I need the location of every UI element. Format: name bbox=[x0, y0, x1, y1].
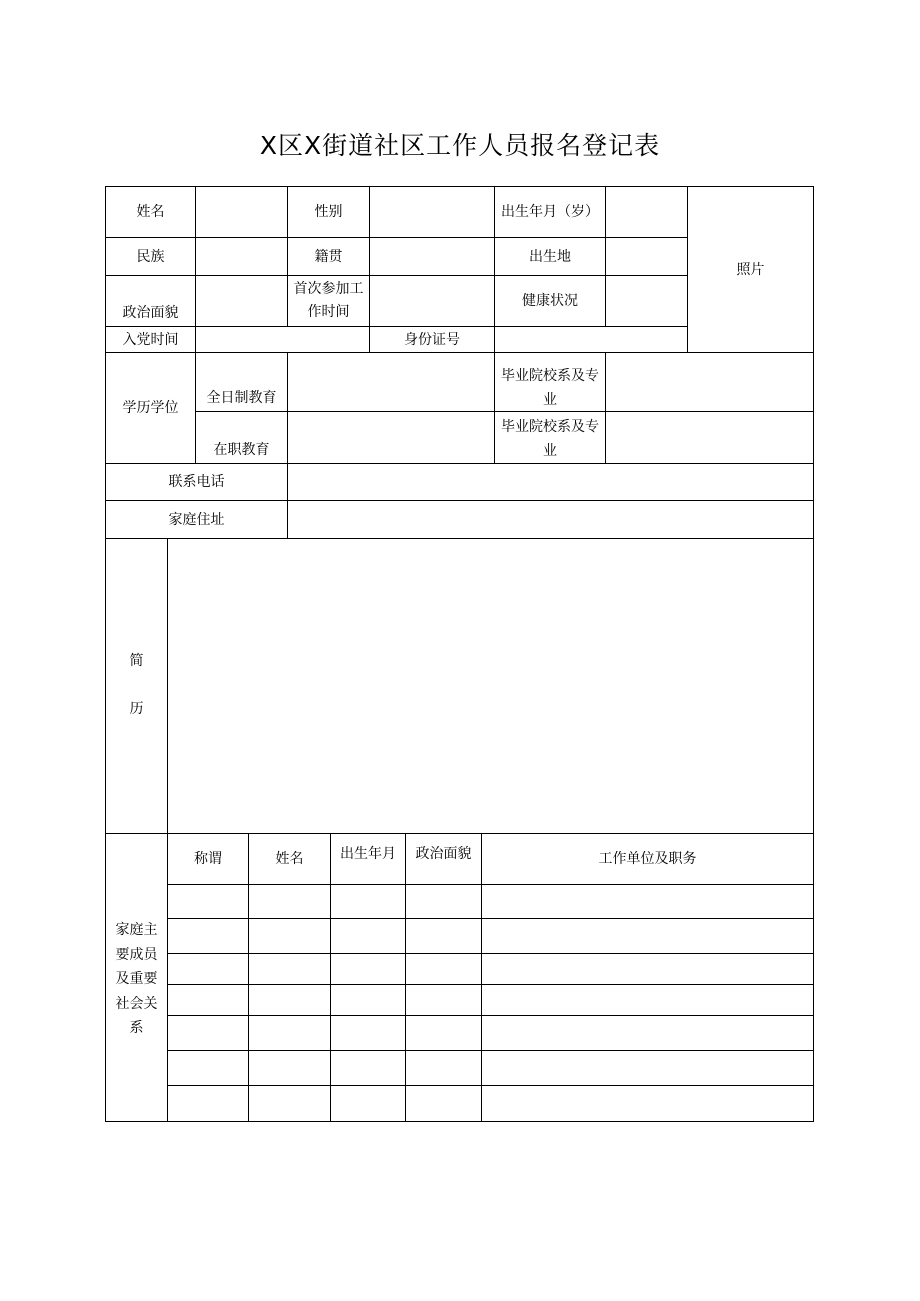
family-label-line: 及重要 bbox=[115, 971, 158, 987]
family-cell-birth[interactable] bbox=[331, 954, 405, 984]
label-full-time-school-major bbox=[495, 364, 605, 411]
family-cell-name[interactable] bbox=[249, 885, 330, 918]
political-status-field[interactable] bbox=[196, 276, 287, 326]
ethnicity-field[interactable] bbox=[196, 238, 287, 275]
party-join-time-field[interactable] bbox=[196, 327, 369, 352]
page-title: X区X街道社区工作人员报名登记表 bbox=[259, 131, 661, 160]
family-cell-political[interactable] bbox=[406, 919, 481, 953]
phone-field[interactable] bbox=[288, 464, 813, 500]
label-first-work-time bbox=[288, 278, 369, 326]
label-resume-char2: 历 bbox=[129, 701, 144, 717]
label-first-work-time-line2: 作时间 bbox=[307, 304, 350, 320]
family-cell-work-unit[interactable] bbox=[482, 885, 813, 918]
family-cell-work-unit[interactable] bbox=[482, 1051, 813, 1085]
family-cell-name[interactable] bbox=[249, 1051, 330, 1085]
family-cell-political[interactable] bbox=[406, 1016, 481, 1050]
family-cell-work-unit[interactable] bbox=[482, 919, 813, 953]
label-name: 姓名 bbox=[136, 204, 165, 220]
label-in-service-school-major bbox=[495, 415, 605, 463]
label-party-join-time: 入党时间 bbox=[122, 332, 179, 348]
family-cell-title[interactable] bbox=[168, 1016, 248, 1050]
family-cell-birth[interactable] bbox=[331, 1051, 405, 1085]
family-cell-political[interactable] bbox=[406, 985, 481, 1015]
label-school-major-line1: 毕业院校系及专 bbox=[501, 368, 599, 384]
table-border-bottom bbox=[105, 1121, 814, 1122]
family-cell-birth[interactable] bbox=[331, 919, 405, 953]
resume-field[interactable] bbox=[168, 539, 813, 833]
label-school-major-line1: 毕业院校系及专 bbox=[501, 419, 599, 435]
family-label-line: 社会关 bbox=[115, 995, 158, 1012]
family-cell-birth[interactable] bbox=[331, 1086, 405, 1120]
label-school-major-line2: 业 bbox=[543, 392, 557, 408]
label-political-status: 政治面貌 bbox=[122, 305, 179, 321]
family-cell-name[interactable] bbox=[249, 1086, 330, 1120]
full-time-education-field[interactable] bbox=[288, 353, 494, 411]
family-cell-work-unit[interactable] bbox=[482, 1016, 813, 1050]
label-in-service-education: 在职教育 bbox=[213, 442, 270, 458]
label-phone: 联系电话 bbox=[168, 474, 225, 490]
family-cell-name[interactable] bbox=[249, 985, 330, 1015]
label-first-work-time-line1: 首次参加工 bbox=[293, 281, 364, 297]
family-header-political: 政治面貌 bbox=[415, 846, 472, 862]
family-cell-work-unit[interactable] bbox=[482, 1086, 813, 1120]
gender-field[interactable] bbox=[370, 187, 494, 237]
label-resume bbox=[106, 649, 167, 729]
name-field[interactable] bbox=[196, 187, 287, 237]
family-cell-birth[interactable] bbox=[331, 885, 405, 918]
address-field[interactable] bbox=[288, 501, 813, 538]
family-header-title: 称谓 bbox=[194, 851, 222, 867]
birthplace-field[interactable] bbox=[606, 238, 687, 275]
label-gender: 性别 bbox=[314, 204, 343, 220]
label-family-relations bbox=[106, 918, 167, 1043]
family-cell-work-unit[interactable] bbox=[482, 954, 813, 984]
photo-box[interactable]: 照片 bbox=[736, 261, 765, 278]
label-ethnicity: 民族 bbox=[136, 248, 165, 265]
family-cell-name[interactable] bbox=[249, 954, 330, 984]
label-health: 健康状况 bbox=[522, 293, 578, 309]
family-cell-political[interactable] bbox=[406, 1086, 481, 1120]
family-cell-title[interactable] bbox=[168, 919, 248, 953]
family-cell-political[interactable] bbox=[406, 885, 481, 918]
label-address: 家庭住址 bbox=[168, 511, 225, 528]
family-cell-political[interactable] bbox=[406, 954, 481, 984]
family-cell-birth[interactable] bbox=[331, 1016, 405, 1050]
label-birthplace: 出生地 bbox=[529, 248, 571, 265]
label-birth-age: 出生年月（岁） bbox=[501, 204, 599, 220]
in-service-school-major-field[interactable] bbox=[606, 412, 813, 463]
family-cell-title[interactable] bbox=[168, 954, 248, 984]
label-school-major-line2: 业 bbox=[543, 443, 557, 459]
in-service-education-field[interactable] bbox=[288, 412, 494, 463]
family-cell-name[interactable] bbox=[249, 1016, 330, 1050]
family-cell-title[interactable] bbox=[168, 885, 248, 918]
table-border-right bbox=[813, 186, 814, 1122]
family-cell-title[interactable] bbox=[168, 1051, 248, 1085]
family-cell-birth[interactable] bbox=[331, 985, 405, 1015]
family-cell-work-unit[interactable] bbox=[482, 985, 813, 1015]
label-native-place: 籍贯 bbox=[314, 248, 343, 265]
health-field[interactable] bbox=[606, 276, 687, 326]
label-id-number: 身份证号 bbox=[404, 332, 460, 348]
family-cell-title[interactable] bbox=[168, 1086, 248, 1120]
family-cell-title[interactable] bbox=[168, 985, 248, 1015]
id-number-field[interactable] bbox=[495, 327, 687, 352]
family-header-name: 姓名 bbox=[275, 851, 304, 867]
label-education-degree: 学历学位 bbox=[122, 400, 179, 416]
family-label-line: 要成员 bbox=[115, 946, 158, 963]
birth-age-field[interactable] bbox=[606, 187, 687, 237]
family-cell-political[interactable] bbox=[406, 1051, 481, 1085]
native-place-field[interactable] bbox=[370, 238, 494, 275]
label-resume-char1: 简 bbox=[129, 653, 144, 669]
full-time-school-major-field[interactable] bbox=[606, 353, 813, 411]
label-full-time-education: 全日制教育 bbox=[206, 390, 277, 406]
family-label-line: 家庭主 bbox=[115, 922, 158, 938]
family-header-birth: 出生年月 bbox=[340, 846, 396, 862]
family-header-work-unit: 工作单位及职务 bbox=[598, 851, 697, 867]
family-label-line: 系 bbox=[129, 1020, 144, 1036]
family-cell-name[interactable] bbox=[249, 919, 330, 953]
first-work-time-field[interactable] bbox=[370, 276, 494, 326]
